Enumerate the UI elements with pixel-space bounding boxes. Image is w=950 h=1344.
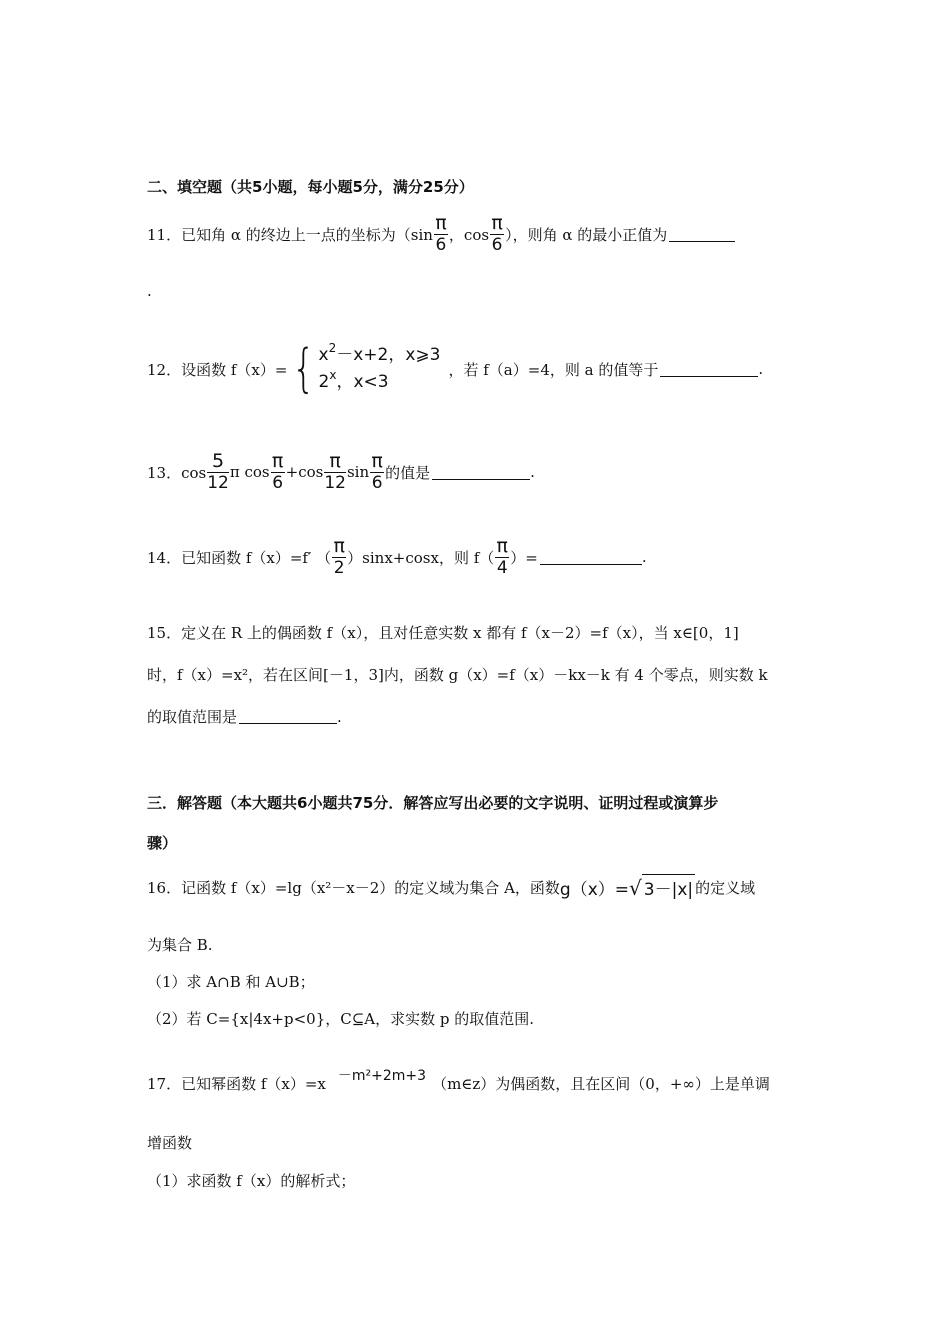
section-heading-fill-in: 二、填空题（共5小题，每小题5分，满分25分） — [147, 178, 474, 196]
q15-text-pre: 的取值范围是 — [147, 708, 238, 726]
q13-text-pre: 13．cos — [147, 463, 207, 482]
question-15-line-3 — [147, 706, 342, 727]
q13-text-1: π cos — [229, 463, 270, 481]
fraction-pi-over-2: $\frac{\pi}{2}$ — [333, 535, 345, 578]
sqrt-expression: g（x）= √ 3－|x| — [559, 876, 694, 900]
question-13 — [147, 452, 535, 492]
piecewise-case-2: 2$^x$，x<3 — [318, 368, 389, 392]
exponent: －m²+2m+3 — [337, 1067, 427, 1084]
q14-text-pre: 14．已知函数 f（x）=f′ （ — [147, 548, 332, 567]
q14-text-post: ）= — [510, 548, 538, 567]
section-heading-solutions: 三．解答题（本大题共6小题共75分．解答应写出必要的文字说明、证明过程或演算步 — [147, 794, 719, 812]
question-12 — [147, 339, 764, 399]
piecewise-brace: { — [292, 339, 316, 399]
q17-text-pre: 17．已知幂函数 f（x）=x — [147, 1075, 326, 1093]
q12-end: . — [758, 360, 764, 378]
q14-end: . — [641, 548, 647, 566]
question-16 — [147, 874, 755, 900]
question-16-part-2: （2）若 C={x|4x+p<0}，C⊆A，求实数 p 的取值范围. — [147, 1010, 535, 1028]
piecewise-case-1: $x^2-x+2$，x⩾3 — [318, 341, 441, 365]
question-17-part-1: （1）求函数 f（x）的解析式； — [147, 1172, 356, 1190]
answer-blank — [540, 550, 642, 565]
q14-text-mid: ）sinx+cosx，则 f（ — [347, 548, 495, 567]
question-16-part-1: （1）求 A∩B 和 A∪B； — [147, 973, 315, 991]
q15-end: . — [337, 707, 342, 726]
question-15-line-1: 15．定义在 R 上的偶函数 f（x），且对任意实数 x 都有 f（x－2）=f（x），当 x∈[0，1] — [147, 624, 739, 642]
fraction-pi-over-6: $\frac{\pi}{6}$ — [371, 450, 383, 493]
fraction-5-over-12: $\frac{5}{12}$ — [207, 450, 229, 493]
question-17-line-2: 增函数 — [147, 1134, 193, 1152]
question-11 — [147, 214, 735, 254]
question-14 — [147, 537, 647, 577]
section-heading-solutions-cont: 骤） — [147, 834, 178, 852]
q12-text-post: ，若 f（a）=4，则 a 的值等于 — [448, 360, 659, 379]
question-16-line-2: 为集合 B. — [147, 936, 213, 954]
q13-text-post: 的值是 — [385, 463, 431, 482]
answer-blank — [669, 227, 735, 242]
q13-text-3: sin — [346, 463, 370, 481]
q16-text-post: 的定义域 — [695, 878, 756, 897]
fraction-pi-over-6: $\frac{\pi}{6}$ — [435, 212, 447, 255]
answer-blank — [239, 709, 337, 724]
fraction-pi-over-4: $\frac{\pi}{4}$ — [496, 535, 508, 578]
fraction-pi-over-6: $\frac{\pi}{6}$ — [491, 212, 503, 255]
fraction-pi-over-12: $\frac{\pi}{12}$ — [324, 450, 346, 493]
question-15-line-2: 时，f（x）=x²，若在区间[－1，3]内，函数 g（x）=f（x）－kx－k 有 4 个零点，则实数 k — [147, 666, 768, 684]
q11-text-pre: 11．已知角 α 的终边上一点的坐标为（sin — [147, 225, 433, 244]
q11-text-mid: ，cos — [448, 225, 490, 244]
q17-text-post: （m∈z）为偶函数，且在区间（0，+∞）上是单调 — [432, 1075, 770, 1093]
q13-end: . — [530, 463, 535, 481]
question-17 — [147, 1067, 770, 1094]
q11-continuation: . — [147, 282, 152, 300]
sqrt-icon: √ — [629, 876, 642, 900]
q11-text-post: ），则角 α 的最小正值为 — [505, 225, 668, 244]
answer-blank — [660, 362, 758, 377]
piecewise-cases — [319, 342, 441, 396]
fraction-pi-over-6: $\frac{\pi}{6}$ — [271, 450, 284, 493]
q16-text-pre: 16．记函数 f（x）=lg（x²－x－2）的定义域为集合 A，函数 — [147, 878, 560, 897]
answer-blank — [432, 465, 530, 480]
q12-text-pre: 12．设函数 f（x）= — [147, 360, 288, 379]
q13-text-2: +cos — [285, 463, 324, 481]
